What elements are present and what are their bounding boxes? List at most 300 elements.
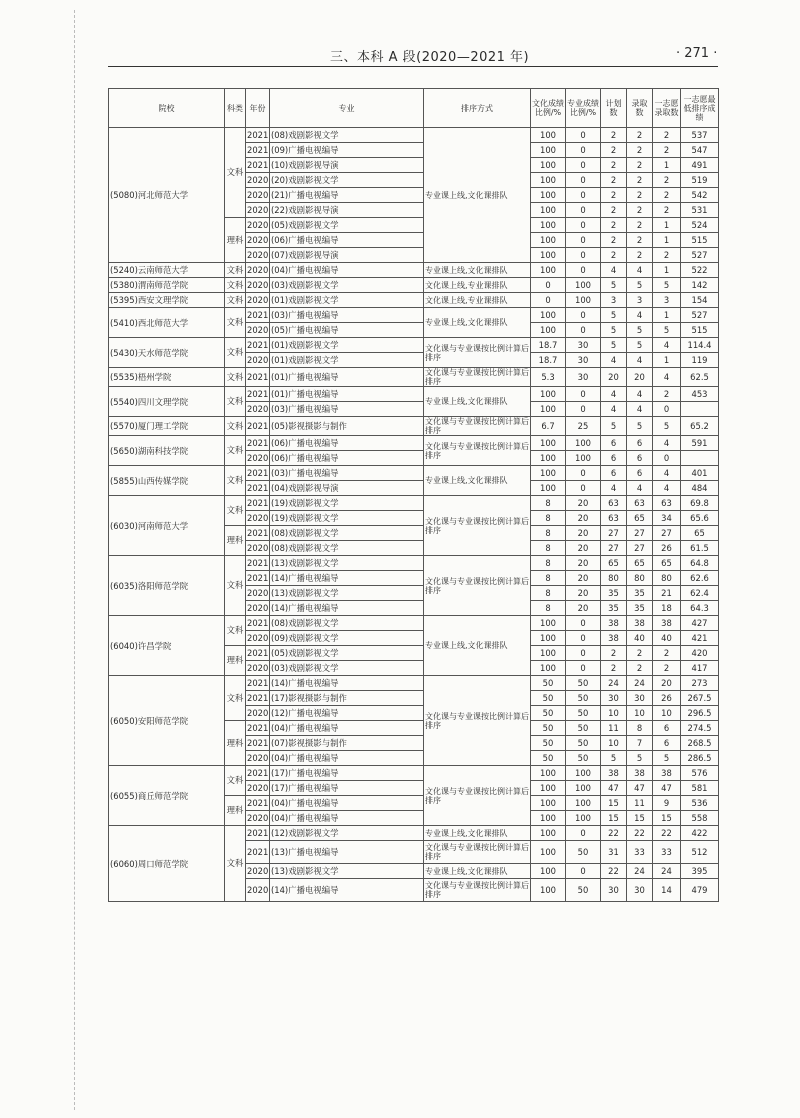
major-cell: (07)戏剧影视导演 [270,248,424,263]
first-choice-cell: 1 [653,233,681,248]
major-cell: (14)广播电视编导 [270,676,424,691]
year-cell: 2021 [246,158,270,173]
culture-ratio-cell: 100 [531,781,566,796]
min-score-cell: 395 [681,864,719,879]
major-ratio-cell: 0 [566,826,601,841]
culture-ratio-cell: 8 [531,556,566,571]
order-cell: 专业课上线,文化课排队 [424,466,531,496]
school-cell: (5380)渭南师范学院 [109,278,225,293]
min-score-cell: 142 [681,278,719,293]
min-score-cell: 65.2 [681,417,719,436]
major-cell: (07)影视摄影与制作 [270,736,424,751]
min-score-cell: 558 [681,811,719,826]
year-cell: 2020 [246,541,270,556]
major-cell: (04)广播电视编导 [270,263,424,278]
major-cell: (13)戏剧影视文学 [270,556,424,571]
order-cell: 专业课上线,文化课排队 [424,263,531,278]
plan-cell: 4 [601,402,627,417]
plan-cell: 2 [601,173,627,188]
table-row [109,616,719,631]
first-choice-cell: 34 [653,511,681,526]
min-score-cell: 527 [681,308,719,323]
major-ratio-cell: 20 [566,571,601,586]
major-cell: (12)广播电视编导 [270,706,424,721]
culture-ratio-cell: 100 [531,143,566,158]
major-ratio-cell: 30 [566,353,601,368]
table-row [109,676,719,691]
year-cell: 2020 [246,173,270,188]
header-year: 年份 [246,89,270,128]
page-number: · 271 · [676,46,718,61]
culture-ratio-cell: 50 [531,691,566,706]
min-score-cell: 417 [681,661,719,676]
header-first-choice: 一志愿录取数 [653,89,681,128]
year-cell: 2020 [246,511,270,526]
plan-cell: 47 [601,781,627,796]
min-score-cell: 576 [681,766,719,781]
year-cell: 2020 [246,323,270,338]
category-cell: 文科 [225,278,246,293]
admitted-cell: 33 [627,841,653,864]
first-choice-cell: 24 [653,864,681,879]
admitted-cell: 63 [627,496,653,511]
year-cell: 2020 [246,661,270,676]
first-choice-cell: 18 [653,601,681,616]
culture-ratio-cell: 0 [531,278,566,293]
category-cell: 理科 [225,796,246,826]
culture-ratio-cell: 100 [531,188,566,203]
major-ratio-cell: 0 [566,128,601,143]
major-ratio-cell: 100 [566,796,601,811]
first-choice-cell: 4 [653,368,681,387]
table-row [109,466,719,481]
header-major-ratio: 专业成绩比例/% [566,89,601,128]
year-cell: 2020 [246,353,270,368]
admitted-cell: 2 [627,233,653,248]
admitted-cell: 4 [627,387,653,402]
plan-cell: 2 [601,158,627,173]
year-cell: 2020 [246,451,270,466]
major-ratio-cell: 20 [566,511,601,526]
category-cell: 文科 [225,417,246,436]
table-row [109,417,719,436]
culture-ratio-cell: 0 [531,293,566,308]
major-cell: (22)戏剧影视导演 [270,203,424,218]
table-row [109,826,719,841]
min-score-cell: 515 [681,323,719,338]
culture-ratio-cell: 100 [531,233,566,248]
year-cell: 2021 [246,368,270,387]
major-ratio-cell: 50 [566,841,601,864]
category-cell: 文科 [225,616,246,646]
plan-cell: 5 [601,338,627,353]
min-score-cell: 479 [681,879,719,902]
admitted-cell: 80 [627,571,653,586]
plan-cell: 63 [601,496,627,511]
year-cell: 2021 [246,766,270,781]
major-ratio-cell: 0 [566,188,601,203]
major-cell: (06)广播电视编导 [270,451,424,466]
first-choice-cell: 1 [653,158,681,173]
school-cell: (5430)天水师范学院 [109,338,225,368]
plan-cell: 15 [601,811,627,826]
admitted-cell: 6 [627,466,653,481]
admitted-cell: 2 [627,173,653,188]
min-score-cell: 61.5 [681,541,719,556]
admitted-cell: 4 [627,308,653,323]
major-cell: (21)广播电视编导 [270,188,424,203]
header-major: 专业 [270,89,424,128]
culture-ratio-cell: 100 [531,616,566,631]
first-choice-cell: 0 [653,451,681,466]
major-cell: (01)戏剧影视文学 [270,353,424,368]
order-cell: 专业课上线,文化课排队 [424,826,531,841]
first-choice-cell: 47 [653,781,681,796]
first-choice-cell: 33 [653,841,681,864]
year-cell: 2020 [246,781,270,796]
school-cell: (5855)山西传媒学院 [109,466,225,496]
first-choice-cell: 63 [653,496,681,511]
plan-cell: 5 [601,417,627,436]
min-score-cell: 427 [681,616,719,631]
first-choice-cell: 3 [653,293,681,308]
culture-ratio-cell: 100 [531,481,566,496]
year-cell: 2021 [246,826,270,841]
major-cell: (17)广播电视编导 [270,766,424,781]
header-category: 科类 [225,89,246,128]
major-ratio-cell: 0 [566,203,601,218]
first-choice-cell: 14 [653,879,681,902]
major-cell: (13)戏剧影视文学 [270,864,424,879]
min-score-cell: 547 [681,143,719,158]
order-cell: 文化课上线,专业课排队 [424,293,531,308]
year-cell: 2020 [246,293,270,308]
year-cell: 2020 [246,811,270,826]
min-score-cell [681,402,719,417]
culture-ratio-cell: 100 [531,451,566,466]
first-choice-cell: 2 [653,661,681,676]
category-cell: 文科 [225,556,246,616]
major-ratio-cell: 20 [566,601,601,616]
culture-ratio-cell: 100 [531,387,566,402]
first-choice-cell: 2 [653,128,681,143]
year-cell: 2021 [246,571,270,586]
school-cell: (6050)安阳师范学院 [109,676,225,766]
min-score-cell: 531 [681,203,719,218]
plan-cell: 2 [601,661,627,676]
major-ratio-cell: 0 [566,631,601,646]
table-row [109,278,719,293]
plan-cell: 27 [601,541,627,556]
first-choice-cell: 2 [653,248,681,263]
first-choice-cell: 9 [653,796,681,811]
year-cell: 2021 [246,338,270,353]
admitted-cell: 27 [627,526,653,541]
min-score-cell: 420 [681,646,719,661]
min-score-cell: 273 [681,676,719,691]
min-score-cell: 581 [681,781,719,796]
first-choice-cell: 38 [653,616,681,631]
min-score-cell: 62.4 [681,586,719,601]
admitted-cell: 10 [627,706,653,721]
year-cell: 2020 [246,751,270,766]
major-cell: (05)影视摄影与制作 [270,417,424,436]
min-score-cell: 274.5 [681,721,719,736]
header-culture-ratio: 文化成绩比例/% [531,89,566,128]
year-cell: 2021 [246,417,270,436]
major-cell: (03)广播电视编导 [270,308,424,323]
plan-cell: 2 [601,203,627,218]
culture-ratio-cell: 8 [531,541,566,556]
order-cell: 文化课与专业课按比例计算后排序 [425,417,529,435]
category-cell: 理科 [225,646,246,676]
plan-cell: 38 [601,631,627,646]
min-score-cell: 286.5 [681,751,719,766]
plan-cell: 6 [601,451,627,466]
admitted-cell: 20 [627,368,653,387]
culture-ratio-cell: 8 [531,601,566,616]
admitted-cell: 4 [627,263,653,278]
plan-cell: 5 [601,323,627,338]
year-cell: 2020 [246,586,270,601]
major-ratio-cell: 0 [566,661,601,676]
school-cell: (6040)许昌学院 [109,616,225,676]
year-cell: 2021 [246,616,270,631]
major-ratio-cell: 50 [566,676,601,691]
order-cell: 文化课与专业课按比例计算后排序 [424,338,531,368]
first-choice-cell: 2 [653,188,681,203]
table-header-row [109,89,719,128]
major-cell: (14)广播电视编导 [270,571,424,586]
plan-cell: 31 [601,841,627,864]
category-cell: 文科 [225,338,246,368]
plan-cell: 4 [601,387,627,402]
school-cell: (6030)河南师范大学 [109,496,225,556]
major-ratio-cell: 0 [566,308,601,323]
order-cell: 专业课上线,文化课排队 [424,864,531,879]
category-cell: 文科 [225,293,246,308]
first-choice-cell: 15 [653,811,681,826]
year-cell: 2021 [246,736,270,751]
culture-ratio-cell: 100 [531,248,566,263]
culture-ratio-cell: 8 [531,526,566,541]
culture-ratio-cell: 18.7 [531,353,566,368]
major-ratio-cell: 100 [566,781,601,796]
admitted-cell: 24 [627,864,653,879]
year-cell: 2020 [246,631,270,646]
plan-cell: 2 [601,218,627,233]
year-cell: 2020 [246,263,270,278]
plan-cell: 80 [601,571,627,586]
plan-cell: 6 [601,436,627,451]
year-cell: 2020 [246,864,270,879]
school-cell: (5540)四川文理学院 [109,387,225,417]
admitted-cell: 65 [627,556,653,571]
order-cell: 文化课与专业课按比例计算后排序 [424,676,531,766]
year-cell: 2021 [246,526,270,541]
admitted-cell: 2 [627,218,653,233]
first-choice-cell: 4 [653,481,681,496]
admitted-cell: 11 [627,796,653,811]
year-cell: 2021 [246,721,270,736]
page-title: 三、本科 A 段(2020—2021 年) [330,50,530,65]
year-cell: 2021 [246,308,270,323]
major-ratio-cell: 50 [566,751,601,766]
major-cell: (01)戏剧影视文学 [270,293,424,308]
culture-ratio-cell: 8 [531,496,566,511]
major-ratio-cell: 0 [566,646,601,661]
plan-cell: 10 [601,736,627,751]
admitted-cell: 2 [627,203,653,218]
year-cell: 2021 [246,841,270,864]
min-score-cell: 591 [681,436,719,451]
category-cell: 文科 [225,387,246,417]
admitted-cell: 5 [627,338,653,353]
culture-ratio-cell: 100 [531,826,566,841]
first-choice-cell: 65 [653,556,681,571]
major-cell: (06)广播电视编导 [270,436,424,451]
first-choice-cell: 4 [653,466,681,481]
first-choice-cell: 6 [653,736,681,751]
major-ratio-cell: 50 [566,691,601,706]
category-cell: 文科 [225,826,246,902]
major-cell: (01)广播电视编导 [270,368,424,387]
major-ratio-cell: 50 [566,879,601,902]
major-ratio-cell: 50 [566,706,601,721]
min-score-cell: 69.8 [681,496,719,511]
first-choice-cell: 2 [653,203,681,218]
min-score-cell: 296.5 [681,706,719,721]
min-score-cell: 422 [681,826,719,841]
culture-ratio-cell: 100 [531,811,566,826]
min-score-cell: 154 [681,293,719,308]
major-cell: (04)戏剧影视导演 [270,481,424,496]
year-cell: 2021 [246,556,270,571]
culture-ratio-cell: 50 [531,706,566,721]
table-body [109,128,719,902]
major-cell: (05)戏剧影视文学 [270,646,424,661]
culture-ratio-cell: 100 [531,879,566,902]
category-cell: 文科 [225,766,246,796]
school-cell: (5570)厦门理工学院 [109,417,225,436]
culture-ratio-cell: 50 [531,736,566,751]
year-cell: 2021 [246,387,270,402]
culture-ratio-cell: 100 [531,203,566,218]
header-school: 院校 [109,89,225,128]
major-cell: (09)戏剧影视文学 [270,631,424,646]
admitted-cell: 27 [627,541,653,556]
culture-ratio-cell: 100 [531,864,566,879]
plan-cell: 4 [601,263,627,278]
first-choice-cell: 80 [653,571,681,586]
major-cell: (13)戏剧影视文学 [270,586,424,601]
major-cell: (06)广播电视编导 [270,233,424,248]
category-cell: 文科 [225,466,246,496]
plan-cell: 3 [601,293,627,308]
year-cell: 2020 [246,706,270,721]
plan-cell: 6 [601,466,627,481]
major-ratio-cell: 25 [566,417,601,436]
first-choice-cell: 5 [653,751,681,766]
major-cell: (10)戏剧影视导演 [270,158,424,173]
year-cell: 2021 [246,691,270,706]
culture-ratio-cell: 50 [531,676,566,691]
admitted-cell: 2 [627,248,653,263]
first-choice-cell: 1 [653,353,681,368]
min-score-cell: 62.6 [681,571,719,586]
major-cell: (17)广播电视编导 [270,781,424,796]
culture-ratio-cell: 6.7 [531,417,566,436]
year-cell: 2021 [246,481,270,496]
plan-cell: 10 [601,706,627,721]
min-score-cell: 64.3 [681,601,719,616]
min-score-cell: 536 [681,796,719,811]
plan-cell: 27 [601,526,627,541]
major-cell: (08)戏剧影视文学 [270,541,424,556]
major-ratio-cell: 100 [566,293,601,308]
major-ratio-cell: 0 [566,173,601,188]
min-score-cell: 421 [681,631,719,646]
culture-ratio-cell: 100 [531,128,566,143]
order-cell: 文化课与专业课按比例计算后排序 [424,496,531,556]
order-cell: 专业课上线,文化课排队 [424,387,531,417]
major-ratio-cell: 0 [566,466,601,481]
min-score-cell: 519 [681,173,719,188]
order-cell: 专业课上线,文化课排队 [424,308,531,338]
first-choice-cell: 26 [653,541,681,556]
plan-cell: 2 [601,233,627,248]
admitted-cell: 30 [627,879,653,902]
admitted-cell: 6 [627,436,653,451]
major-ratio-cell: 100 [566,811,601,826]
first-choice-cell: 1 [653,308,681,323]
year-cell: 2020 [246,601,270,616]
order-cell: 文化课与专业课按比例计算后排序 [424,556,531,616]
major-cell: (04)广播电视编导 [270,811,424,826]
culture-ratio-cell: 8 [531,586,566,601]
major-cell: (08)戏剧影视文学 [270,128,424,143]
binding-margin-line [74,10,75,1110]
plan-cell: 2 [601,128,627,143]
order-cell: 文化课与专业课按比例计算后排序 [424,841,531,864]
plan-cell: 22 [601,826,627,841]
category-cell: 理科 [225,218,246,263]
culture-ratio-cell: 100 [531,466,566,481]
plan-cell: 30 [601,879,627,902]
admitted-cell: 8 [627,721,653,736]
major-ratio-cell: 20 [566,496,601,511]
plan-cell: 2 [601,143,627,158]
culture-ratio-cell: 100 [531,841,566,864]
min-score-cell: 65 [681,526,719,541]
min-score-cell: 119 [681,353,719,368]
plan-cell: 2 [601,646,627,661]
culture-ratio-cell: 100 [531,402,566,417]
admitted-cell: 7 [627,736,653,751]
admitted-cell: 4 [627,353,653,368]
category-cell: 理科 [225,526,246,556]
first-choice-cell: 1 [653,263,681,278]
first-choice-cell: 4 [653,338,681,353]
header-order-method: 排序方式 [424,89,531,128]
plan-cell: 5 [601,751,627,766]
table-row [109,308,719,323]
major-cell: (19)戏剧影视文学 [270,496,424,511]
first-choice-cell: 6 [653,721,681,736]
major-cell: (01)戏剧影视文学 [270,338,424,353]
year-cell: 2020 [246,188,270,203]
year-cell: 2020 [246,248,270,263]
